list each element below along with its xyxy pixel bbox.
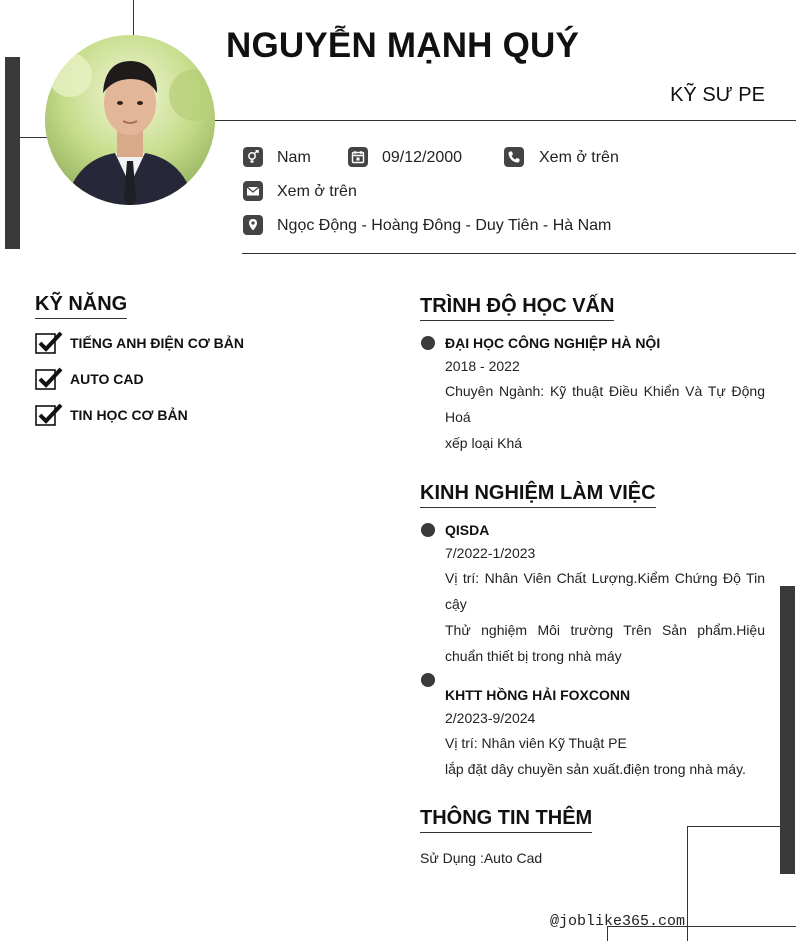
envelope-icon [243, 181, 263, 201]
location-pin-icon [243, 215, 263, 235]
education-title: TRÌNH ĐỘ HỌC VẤN [420, 295, 614, 321]
skill-item: AUTO CAD [70, 371, 144, 387]
bottom-frame-vertical-1 [687, 826, 688, 941]
right-accent-bar [780, 586, 795, 874]
contact-divider [242, 253, 796, 254]
phone-value: Xem ở trên [539, 149, 619, 166]
experience-company: KHTT HỒNG HẢI FOXCONN [445, 687, 631, 703]
checkbox-checked-icon [35, 403, 61, 427]
calendar-icon [348, 147, 368, 167]
header-divider [214, 120, 796, 121]
job-title: KỸ SƯ PE [670, 84, 765, 106]
education-bullet [421, 336, 435, 350]
gender-icon [243, 147, 263, 167]
gender-value: Nam [277, 149, 311, 166]
avatar-portrait [45, 35, 215, 205]
experience-line: Thử nghiệm Môi trường Trên Sản phẩm.Hiệu chuẩn thiết bị trong nhà máy [445, 622, 765, 664]
education-period: 2018 - 2022 [445, 358, 520, 374]
education-school: ĐẠI HỌC CÔNG NGHIỆP HÀ NỘI [445, 335, 661, 351]
experience-bullet [421, 523, 435, 537]
experience-period: 2/2023-9/2024 [445, 710, 536, 726]
experience-company: QISDA [445, 522, 490, 538]
experience-line: lắp đặt dây chuyền sản xuất.điện trong nhà máy. [445, 761, 746, 777]
left-accent-bar [5, 57, 20, 249]
checkbox-checked-icon [35, 331, 61, 355]
education-grade: xếp loại Khá [445, 435, 523, 451]
experience-line: Vị trí: Nhân Viên Chất Lượng.Kiểm Chứng Độ Tin cậy [445, 570, 765, 612]
extra-text: Sử Dụng :Auto Cad [420, 850, 543, 866]
extra-title: THÔNG TIN THÊM [420, 807, 592, 833]
birthday-value: 09/12/2000 [382, 149, 463, 166]
email-value: Xem ở trên [277, 183, 357, 200]
experience-period: 7/2022-1/2023 [445, 545, 536, 561]
avatar-horizontal-line [20, 137, 50, 138]
candidate-name: NGUYỄN MẠNH QUÝ [226, 26, 580, 65]
skills-title: KỸ NĂNG [35, 293, 127, 319]
skill-item: TIN HỌC CƠ BẢN [70, 407, 188, 423]
experience-title: KINH NGHIỆM LÀM VIỆC [420, 482, 656, 508]
address-value: Ngọc Động - Hoàng Đông - Duy Tiên - Hà Nam [277, 217, 612, 234]
experience-line: Vị trí: Nhân viên Kỹ Thuật PE [445, 735, 627, 751]
bottom-frame-horizontal-1 [687, 826, 780, 827]
checkbox-checked-icon [35, 367, 61, 391]
avatar [45, 35, 215, 205]
top-vertical-line [133, 0, 134, 40]
experience-bullet [421, 673, 435, 687]
education-major: Chuyên Ngành: Kỹ thuật Điều Khiển Và Tự Động Hoá [445, 383, 765, 425]
phone-icon [504, 147, 524, 167]
skill-item: TIẾNG ANH ĐIỆN CƠ BẢN [70, 335, 244, 351]
watermark: @joblike365.com [550, 913, 686, 930]
